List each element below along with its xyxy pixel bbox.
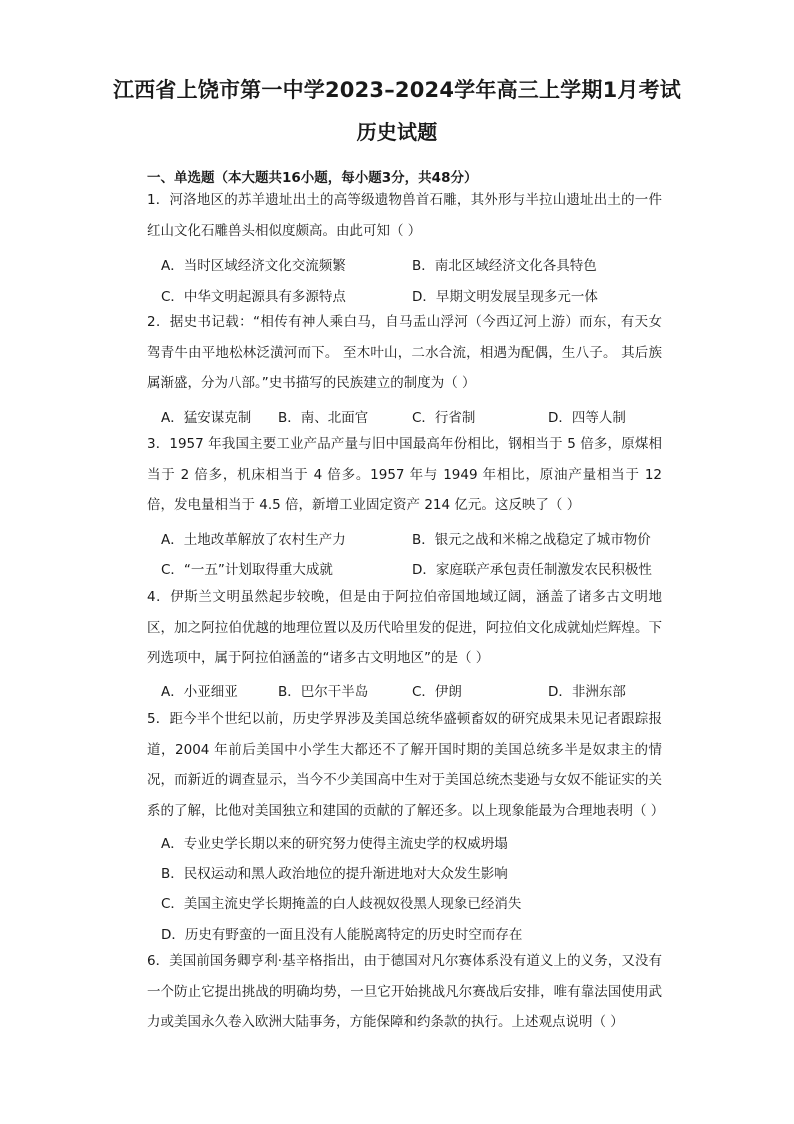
question-6-stem: 6．美国前国务卿亨利·基辛格指出，由于德国对凡尔赛体系没有道义上的义务，又没有一个防止它提出挑战的明确均势，一旦它开始挑战凡尔赛战后安排，唯有靠法国使用武力或美国永久卷入欧洲大陆事务，方能保障和约条款的执行。上述观点说明（ ） <box>147 953 662 1030</box>
question-2-option-c[interactable]: C．行省制 <box>412 410 476 426</box>
question-1-option-b[interactable]: B．南北区域经济文化各具特色 <box>412 258 597 274</box>
question-2-option-d[interactable]: D．四等人制 <box>548 410 626 426</box>
question-3-option-d[interactable]: D．家庭联产承包责任制激发农民积极性 <box>412 562 652 578</box>
question-4-stem: 4．伊斯兰文明虽然起步较晚，但是由于阿拉伯帝国地域辽阔，涵盖了诸多古文明地区，加之阿拉伯优越的地理位置以及历代哈里发的促进，阿拉伯文化成就灿烂辉煌。下列选项中，属于阿拉伯涵盖的“诸多古文明地区”的是（ ） <box>147 589 662 666</box>
question-5-stem: 5．距今半个世纪以前，历史学界涉及美国总统华盛顿畜奴的研究成果未见记者跟踪报道，2004 年前后美国中小学生大都还不了解开国时期的美国总统多半是奴隶主的情况，而新近的调查显示，当今不少美国高中生对于美国总统杰斐逊与女奴不能证实的关系的了解，比他对美国独立和建国的贡献的了解还多。以上现象能最为合理地表明（ ） <box>147 711 665 819</box>
question-3-option-c[interactable]: C．“一五”计划取得重大成就 <box>161 562 333 578</box>
question-3-stem: 3．1957 年我国主要工业产品产量与旧中国最高年份相比，钢相当于 5 倍多，原煤相当于 2 倍多，机床相当于 4 倍多。1957 年与 1949 年相比，原油产量相当于 12 倍，发电量相当于 4.5 倍，新增工业固定资产 214 亿元。这反映了（ ） <box>147 436 662 513</box>
question-4-option-d[interactable]: D．非洲东部 <box>548 684 626 700</box>
question-5-option-a[interactable]: A．专业史学长期以来的研究努力使得主流史学的权威坍塌 <box>161 836 508 852</box>
section-heading: 一、单选题（本大题共16小题，每小题3分，共48分） <box>147 170 478 186</box>
question-4-option-c[interactable]: C．伊朗 <box>412 684 462 700</box>
exam-subtitle: 历史试题 <box>356 120 438 144</box>
question-3-option-a[interactable]: A．土地改革解放了农村生产力 <box>161 532 346 548</box>
question-5-option-b[interactable]: B．民权运动和黑人政治地位的提升渐进地对大众发生影响 <box>161 866 508 882</box>
question-4-option-a[interactable]: A．小亚细亚 <box>161 684 238 700</box>
question-2-option-a[interactable]: A．猛安谋克制 <box>161 410 252 426</box>
question-4-option-b[interactable]: B．巴尔干半岛 <box>278 684 369 700</box>
question-5-option-c[interactable]: C．美国主流史学长期掩盖的白人歧视奴役黑人现象已经消失 <box>161 896 522 912</box>
question-3-option-b[interactable]: B．银元之战和米棉之战稳定了城市物价 <box>412 532 651 548</box>
question-1-option-c[interactable]: C．中华文明起源具有多源特点 <box>161 289 346 305</box>
question-2-option-b[interactable]: B．南、北面官 <box>278 410 369 426</box>
question-1-stem: 1．河洛地区的苏羊遗址出土的高等级遗物兽首石雕，其外形与半拉山遗址出土的一件红山文化石雕兽头相似度颇高。由此可知（ ） <box>147 192 662 239</box>
question-1-option-d[interactable]: D．早期文明发展呈现多元一体 <box>412 289 598 305</box>
question-2-stem: 2．据史书记载：“相传有神人乘白马，自马盂山浮河（今西辽河上游）而东，有天女驾青牛由平地松林泛潢河而下。 至木叶山，二水合流，相遇为配偶，生八子。 其后族属渐盛，分为八部。”史书描写的民族建立的制度为（ ） <box>147 314 662 391</box>
exam-title: 江西省上饶市第一中学2023–2024学年高三上学期1月考试 <box>112 78 681 102</box>
question-5-option-d[interactable]: D．历史有野蛮的一面且没有人能脱离特定的历史时空而存在 <box>161 927 523 943</box>
question-1-option-a[interactable]: A．当时区域经济文化交流频繁 <box>161 258 346 274</box>
